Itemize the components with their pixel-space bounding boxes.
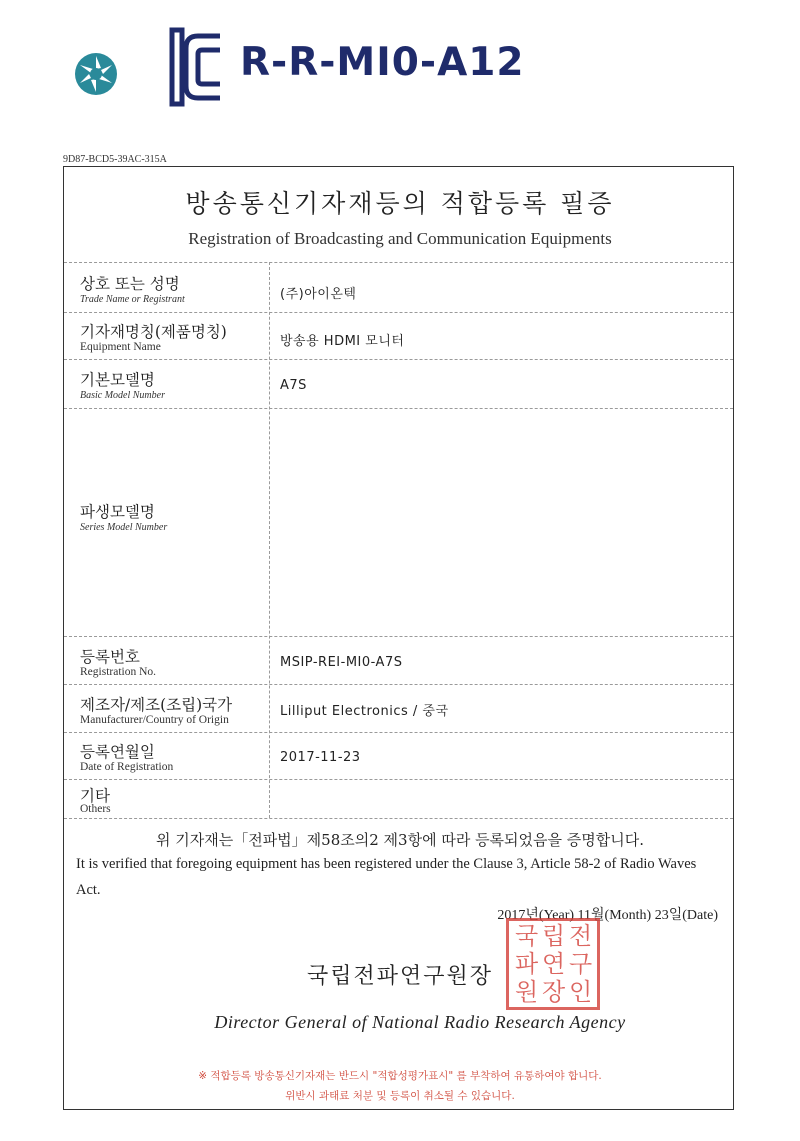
others-label-ko: 기타: [80, 787, 110, 805]
basic-model-value: A7S: [280, 378, 307, 393]
table-divider: [64, 636, 733, 637]
equipment-name-value: 방송용 HDMI 모니터: [280, 334, 405, 349]
registration-date-label-en: Date of Registration: [80, 761, 174, 773]
table-divider: [64, 684, 733, 685]
table-divider: [64, 312, 733, 313]
others-label-en: Others: [80, 803, 111, 815]
table-divider: [64, 732, 733, 733]
registration-date-label-ko: 등록연월일: [80, 743, 155, 761]
registration-no-label-en: Registration No.: [80, 666, 157, 678]
certificate-title-ko: 방송통신기자재등의 적합등록 필증: [185, 189, 615, 218]
trade-name-value: (주)아이온텍: [280, 287, 357, 302]
registration-date-value: 2017-11-23: [280, 750, 361, 765]
series-model-label-ko: 파생모델명: [80, 503, 155, 521]
basic-model-label-ko: 기본모델명: [80, 371, 155, 389]
manufacturer-value: Lilliput Electronics / 중국: [280, 704, 449, 719]
table-divider: [64, 262, 733, 263]
manufacturer-label-en: Manufacturer/Country of Origin: [80, 714, 229, 726]
equipment-name-label-ko: 기자재명칭(제품명칭): [80, 323, 227, 341]
director-title-en: Director General of National Radio Research Agency: [214, 1012, 626, 1032]
official-seal-stamp: 국 립 전 파 연 구 원 장 인: [506, 918, 600, 1010]
table-divider: [64, 408, 733, 409]
document-id: 9D87-BCD5-39AC-315A: [63, 154, 167, 165]
equipment-name-label-en: Equipment Name: [80, 341, 161, 353]
registration-no-label-ko: 등록번호: [80, 648, 140, 666]
notice-line-1: ※ 적합등록 방송통신기자재는 반드시 "적합성평가표시" 를 부착하여 유통하여야 합니다.: [198, 1070, 602, 1082]
issue-date: 2017년(Year) 11월(Month) 23일(Date): [497, 908, 718, 923]
table-divider: [64, 779, 733, 780]
trade-name-label-en: Trade Name or Registrant: [80, 294, 185, 305]
trade-name-label-ko: 상호 또는 성명: [80, 275, 180, 293]
series-model-label-en: Series Model Number: [80, 522, 168, 533]
table-divider: [64, 359, 733, 360]
certificate-title-en: Registration of Broadcasting and Communication Equipments: [188, 229, 612, 248]
camera-lens-icon: [74, 52, 118, 96]
verification-text-ko: 위 기자재는「전파법」제58조의2 제3항에 따라 등록되었음을 증명합니다.: [155, 831, 644, 849]
director-title-ko: 국립전파연구원장: [306, 964, 494, 989]
table-column-divider: [269, 262, 270, 818]
registration-code: R-R-MI0-A12: [240, 40, 525, 85]
notice-line-2: 위반시 과태료 처분 및 등록이 취소될 수 있습니다.: [285, 1090, 515, 1102]
table-divider: [64, 818, 733, 819]
registration-no-value: MSIP-REI-MI0-A7S: [280, 655, 403, 670]
kc-mark-icon: [168, 26, 224, 108]
basic-model-label-en: Basic Model Number: [80, 390, 165, 401]
verification-text-en: It is verified that foregoing equipment has been registered under the Clause 3, Article 58-2 of Radio Waves Act.: [76, 856, 697, 898]
manufacturer-label-ko: 제조자/제조(조립)국가: [80, 696, 233, 714]
